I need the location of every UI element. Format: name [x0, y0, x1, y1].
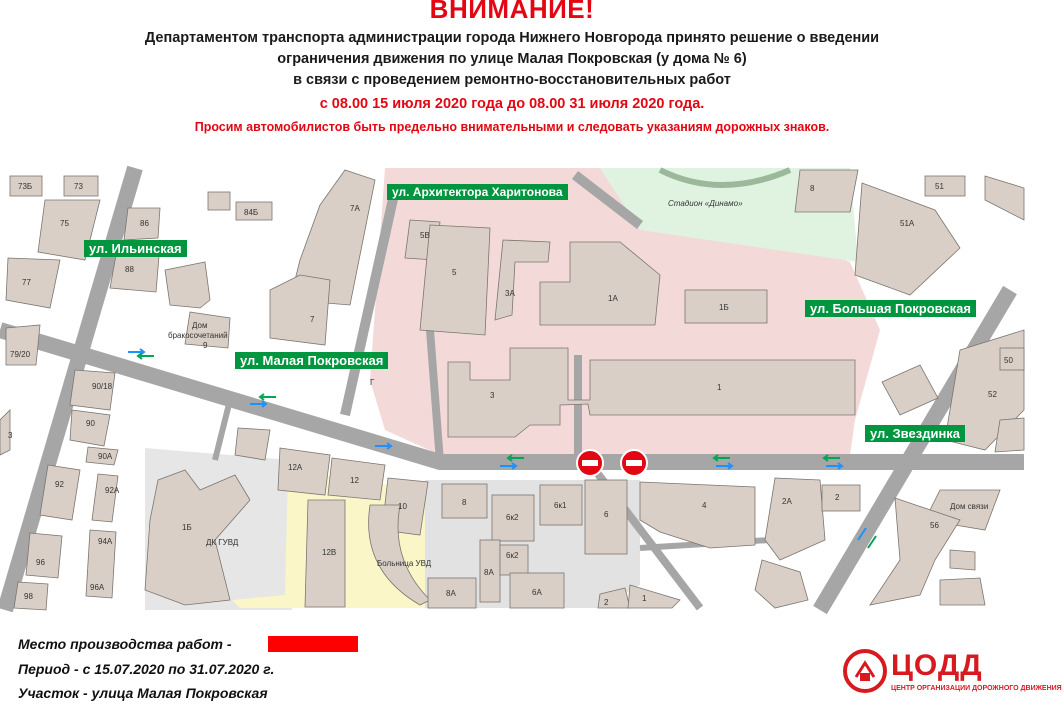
building-label: 96 [36, 558, 45, 567]
building-label: 90 [86, 419, 95, 428]
building-label: 96А [90, 583, 105, 592]
building-label: 6к1 [554, 501, 567, 510]
decision-line-2: ограничения движения по улице Малая Покровская (у дома № 6) [277, 51, 747, 67]
building-label: 8 [462, 498, 467, 507]
building-label: 3 [8, 431, 13, 440]
building-label: 3 [490, 391, 495, 400]
decision-line-1: Департаментом транспорта администрации города Нижнего Новгорода принято решение о введении [144, 30, 880, 46]
decision-line-3: в связи с проведением ремонтно-восстановительных работ [293, 72, 731, 88]
codd-logo-icon [843, 649, 887, 693]
building-label: 6к2 [506, 551, 519, 560]
legend-work-place: Место производства работ - [18, 636, 232, 652]
building-label: 12А [288, 463, 303, 472]
building-label: 2 [835, 493, 840, 502]
building-label: 92А [105, 486, 120, 495]
building-label: 1 [717, 383, 722, 392]
building-label: 9 [203, 341, 208, 350]
legend-period: Период - с 15.07.2020 по 31.07.2020 г. [18, 661, 275, 677]
building-label: 7 [310, 315, 315, 324]
logo-subtitle: ЦЕНТР ОРГАНИЗАЦИИ ДОРОЖНОГО ДВИЖЕНИЯ [891, 685, 1062, 692]
codd-logo [843, 647, 1062, 697]
legend-section: Участок - улица Малая Покровская [18, 685, 268, 701]
building-label: 77 [22, 278, 31, 287]
building-label: 75 [60, 219, 69, 228]
building-label: Больница УВД [377, 559, 432, 568]
building-label: 7А [350, 204, 360, 213]
building-label: 1Б [182, 523, 192, 532]
building-label: 4 [702, 501, 707, 510]
drivers-appeal: Просим автомобилистов быть предельно внимательными и следовать указаниям дорожных знаков. [194, 120, 830, 134]
stadium-label: Стадион «Динамо» [668, 199, 743, 208]
legend-work-zone-swatch [268, 636, 358, 652]
building-label: 12В [322, 548, 337, 557]
building-label: 12 [350, 476, 359, 485]
building-label: 1Б [719, 303, 729, 312]
no-entry-sign-icon [621, 450, 647, 476]
building-label: 73 [74, 182, 83, 191]
street-label-ilinskaya: ул. Ильинская [84, 240, 187, 257]
building-label: 84Б [244, 208, 259, 217]
building-label: 51А [900, 219, 915, 228]
building-label: 8 [810, 184, 815, 193]
building-label: 50 [1004, 356, 1013, 365]
building-label: 56 [930, 521, 939, 530]
building-label: 79/20 [10, 350, 31, 359]
building-label: 8А [484, 568, 494, 577]
street-map [0, 160, 1024, 615]
building-label: 73Б [18, 182, 33, 191]
building-label: 52 [988, 390, 997, 399]
no-entry-sign-icon [577, 450, 603, 476]
restriction-period: с 08.00 15 июля 2020 года до 08.00 31 июля 2020 года. [319, 96, 705, 112]
building-label: 98 [24, 592, 33, 601]
alert-title: ВНИМАНИЕ! [429, 0, 595, 24]
building-label: 51 [935, 182, 944, 191]
street-label-bolshaya-pokrovskaya: ул. Большая Покровская [805, 300, 976, 317]
street-label-zvezdinka: ул. Звездинка [865, 425, 965, 442]
building-label: 6А [532, 588, 542, 597]
building-label: 2А [782, 497, 792, 506]
building-label: 90/18 [92, 382, 113, 391]
building-label: бракосочетаний [168, 331, 228, 340]
street-label-malaya-pokrovskaya: ул. Малая Покровская [235, 352, 388, 369]
building-label: 90А [98, 452, 113, 461]
building-label: 86 [140, 219, 149, 228]
building-label: 92 [55, 480, 64, 489]
building-label: Дом [192, 321, 208, 330]
logo-name: ЦОДД [891, 649, 983, 682]
building-label: Г [370, 378, 375, 387]
building-label: 88 [125, 265, 134, 274]
building-label: 1А [608, 294, 618, 303]
building-label: ДК ГУВД [206, 538, 239, 547]
building-label: 94А [98, 537, 113, 546]
building-label: 1 [642, 594, 647, 603]
building-label: 10 [398, 502, 407, 511]
building-label: Дом связи [950, 502, 989, 511]
street-label-arkhitektora-kharitonova: ул. Архитектора Харитонова [387, 184, 568, 200]
building-label: 5В [420, 231, 430, 240]
building-label: 3А [505, 289, 515, 298]
building-label: 8А [446, 589, 456, 598]
building-label: 6 [604, 510, 609, 519]
building-label: 5 [452, 268, 457, 277]
building-label: 2 [604, 598, 609, 607]
building-label: 6к2 [506, 513, 519, 522]
